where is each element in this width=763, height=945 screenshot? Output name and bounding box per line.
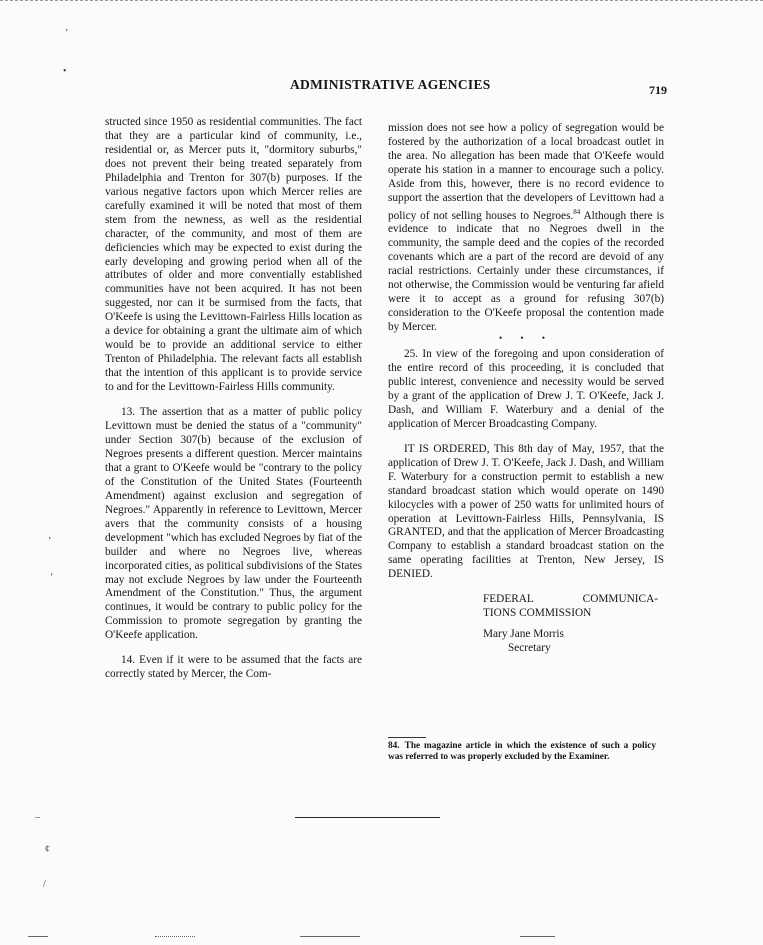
paragraph: structed since 1950 as residential communities. The fact that they are a particular kind of community, i.e., residential or, as Mercer puts it, "dormitory suburbs," does not prevent their being treated separately from Philadelphia and Trenton for 307(b) purposes. If the various negative factors upon which Mercer relies are carefully examined it will be noted that most of them stem from the newness, as well as the residential character, of the community, and most of them are deficiencies which may be expected to exist during the early developing and growing period when all of the attributes of older and more conventially established communities have not been acquired. It has not been suggested, nor can it be surmised from the facts, that O'Keefe is using the Levittown-Fairless Hills location as a device for obtaining a grant the ultimate aim of which would be to provide an additional service to either Trenton of Philadelphia. The relevant facts all establish that the intention of this applicant is to provide service to and for the Levittown-Fairless Hills community. [105,116,362,394]
page-number: 719 [649,83,667,97]
signature-organization: FEDERAL COMMUNICA- [483,593,658,606]
footnote [388,741,656,763]
scan-artifact-line [520,936,555,937]
margin-mark: • [63,66,67,77]
signatory-title: Secretary [508,642,551,655]
scan-artifact-line [155,936,195,937]
margin-mark: ’ [65,28,69,39]
page-top-edge [0,0,763,1]
right-column [388,122,664,656]
paragraph [388,122,664,335]
running-header [0,77,763,97]
margin-mark: ¢ [45,844,50,855]
scan-artifact-line [28,936,48,937]
signatory-name: Mary Jane Morris [483,628,564,641]
footnote-text: The magazine article in which the existence of such a policy was referred to was properly excluded by the Examiner. [388,741,656,762]
footnote-number: 84. [388,741,400,751]
footnote-reference: 84 [573,207,581,216]
signature-block [388,593,664,656]
scan-artifact-line [300,936,360,937]
left-column [105,116,362,682]
paragraph-text: mission does not see how a policy of segregation would be fostered by the authorization of a local broadcast outlet in the area. No allegation has been made that O'Keefe would operate his station in a manner to encourage such a policy. Aside from this, however, there is no record evidence to support the assertion that the developers of Levittown had a policy of not selling houses to Negroes. [388,122,664,222]
page-bottom-rule [295,817,440,818]
margin-mark: ‘ [50,572,54,583]
paragraph-text: Although there is evidence to indicate that no Negroes dwell in the community, the sample deed and the copies of the recorded covenants which are a part of the record are devoid of any racial restrictions. Certainly under these circumstances, if not otherwise, the Commission would be venturing far afield were it to accept as a ground for refusing 307(b) consideration to the O'Keefe proposal the contention made by Mercer. [388,209,665,334]
order-paragraph: IT IS ORDERED, This 8th day of May, 1957, that the application of Drew J. T. O'Keefe, Jack J. Dash, and William F. Waterbury for a construction permit to establish a new standard broadcast station which would operate on 1490 kilocycles with a power of 250 watts for unlimited hours of operation at Levittown-Fairless Hills, Pennsylvania, IS GRANTED, and that the application of Mercer Broadcasting Company to establish a standard broadcast station on the same operating facilities at Trenton, New Jersey, IS DENIED. [388,442,664,581]
running-title: ADMINISTRATIVE AGENCIES [290,77,491,92]
margin-mark: ’ [48,536,52,547]
section-break-stars: • • • [499,333,553,344]
margin-mark: – [35,812,40,823]
signature-organization: TIONS COMMISSION [483,607,592,620]
paragraph-14: 14. Even if it were to be assumed that the facts are correctly stated by Mercer, the Com- [105,654,362,681]
margin-mark: / [43,879,46,890]
paragraph-25: 25. In view of the foregoing and upon consideration of the entire record of this proceeding, it is concluded that public interest, convenience and necessity would be served by a grant of the application of Drew J. T. O'Keefe, Jack J. Dash, and William F. Waterbury and a denial of the application of Mercer Broadcasting Company. [388,348,664,430]
footnote-divider [388,737,426,738]
paragraph-13: 13. The assertion that as a matter of public policy Levittown must be denied the status of a "community" under Section 307(b) because of the exclusion of Negroes presents a different question. Mercer maintains that a grant to O'Keefe would be "contrary to the policy of the Constitution of the United States (Fourteenth Amendment) against exclusion and segregation of Negroes." Apparently in reference to Levittown, Mercer avers that the community consists of a housing development "which has excluded Negroes by fiat of the builder and where no Negroes live, whereas incorporated cities, as political subdivisions of the States may not exclude Negroes by law under the Fourteenth Amendment of the Constitution." Thus, the argument continues, it would be contrary to public policy for the Commission to promote segregation by granting the O'Keefe application. [105,406,362,642]
